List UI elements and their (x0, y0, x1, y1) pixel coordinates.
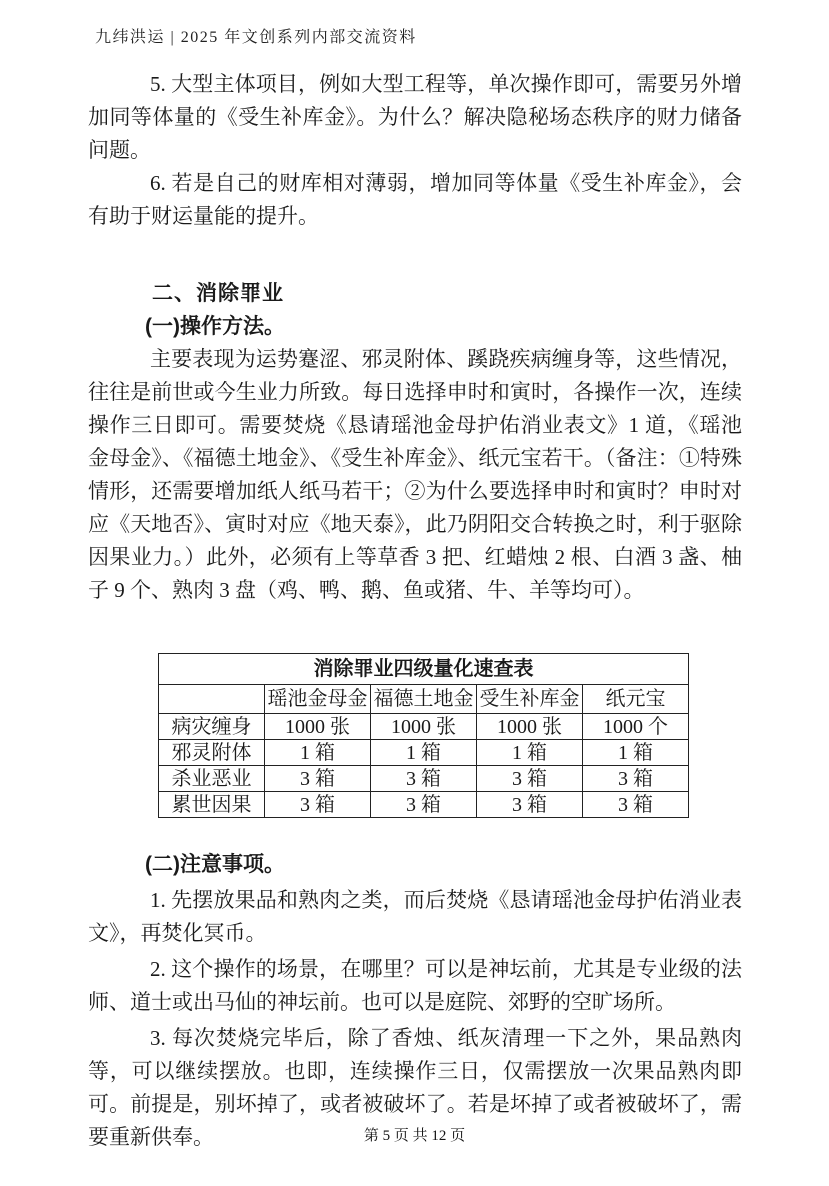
table-row-label: 累世因果 (159, 792, 265, 818)
table-cell: 1000 张 (265, 714, 371, 740)
table-cell: 1000 张 (371, 714, 477, 740)
page-number: 第 5 页 共 12 页 (363, 1128, 466, 1144)
table-cell: 3 箱 (371, 766, 477, 792)
table-row (159, 714, 689, 740)
document-body (88, 68, 742, 1154)
table-cell: 3 箱 (477, 792, 583, 818)
table-row-label: 邪灵附体 (159, 740, 265, 766)
table-header-cell: 纸元宝 (583, 685, 689, 714)
table-row (159, 766, 689, 792)
table-title: 消除罪业四级量化速查表 (159, 654, 689, 685)
table-cell: 3 箱 (265, 766, 371, 792)
table-header-cell: 受生补库金 (477, 685, 583, 714)
table-cell: 1000 个 (583, 714, 689, 740)
table-cell: 1000 张 (477, 714, 583, 740)
table-cell: 3 箱 (371, 792, 477, 818)
table-header-row (159, 685, 689, 714)
table-title-row (159, 654, 689, 685)
note-item-1: 1. 先摆放果品和熟肉之类，而后焚烧《恳请瑶池金母护佑消业表文》，再焚化冥币。 (88, 888, 742, 945)
paragraph-item-6: 6. 若是自己的财库相对薄弱，增加同等体量《受生补库金》，会有助于财运量能的提升。 (88, 171, 742, 228)
document-header: 九纬洪运 | 2025 年文创系列内部交流资料 (95, 29, 417, 46)
table-cell: 1 箱 (477, 740, 583, 766)
section-heading: 二、消除罪业 (152, 282, 284, 305)
note-item-3: 3. 每次焚烧完毕后，除了香烛、纸灰清理一下之外，果品熟肉等，可以继续摆放。也即，连续操作三日，仅需摆放一次果品熟肉即可。前提是，别坏掉了，或者被破坏了。若是坏掉了或者被破坏了，需要重新供奉。 (88, 1026, 742, 1149)
paragraph-item-5: 5. 大型主体项目，例如大型工程等，单次操作即可，需要另外增加同等体量的《受生补库金》。为什么？解决隐秘场态秩序的财力储备问题。 (88, 72, 742, 162)
table-header-cell: 瑶池金母金 (265, 685, 371, 714)
table-header-cell: 福德土地金 (371, 685, 477, 714)
table-row-label: 杀业恶业 (159, 766, 265, 792)
quantity-table (158, 653, 689, 818)
table-cell: 3 箱 (583, 766, 689, 792)
method-paragraph: 主要表现为运势蹇涩、邪灵附体、蹊跷疾病缠身等，这些情况，往往是前世或今生业力所致。每日选择申时和寅时，各操作一次，连续操作三日即可。需要焚烧《恳请瑶池金母护佑消业表文》1 道，《瑶池金母金》、《福德土地金》、《受生补库金》、纸元宝若干。（备注：①特殊情形，还需要增加纸人纸马若干；②为什么要选择申时和寅时？申时对应《天地否》、寅时对应《地天泰》，此乃阴阳交合转换之时，利于驱除因果业力。）此外，必须有上等草香 3 把、红蜡烛 2 根、白酒 3 盏、柚子 9 个、熟肉 3 盘（鸡、鸭、鹅、鱼或猪、牛、羊等均可）。 (88, 347, 742, 602)
table-header-cell (159, 685, 265, 714)
table-cell: 1 箱 (371, 740, 477, 766)
table-cell: 3 箱 (477, 766, 583, 792)
note-item-2: 2. 这个操作的场景，在哪里？可以是神坛前，尤其是专业级的法师、道士或出马仙的神坛前。也可以是庭院、郊野的空旷场所。 (88, 957, 742, 1014)
table-cell: 1 箱 (583, 740, 689, 766)
table-row-label: 病灾缠身 (159, 714, 265, 740)
table-cell: 3 箱 (265, 792, 371, 818)
table-cell: 3 箱 (583, 792, 689, 818)
table-cell: 1 箱 (265, 740, 371, 766)
subsection-heading-notes: (二)注意事项。 (145, 853, 285, 876)
table-row (159, 740, 689, 766)
table-row (159, 792, 689, 818)
subsection-heading-method: (一)操作方法。 (145, 315, 285, 338)
